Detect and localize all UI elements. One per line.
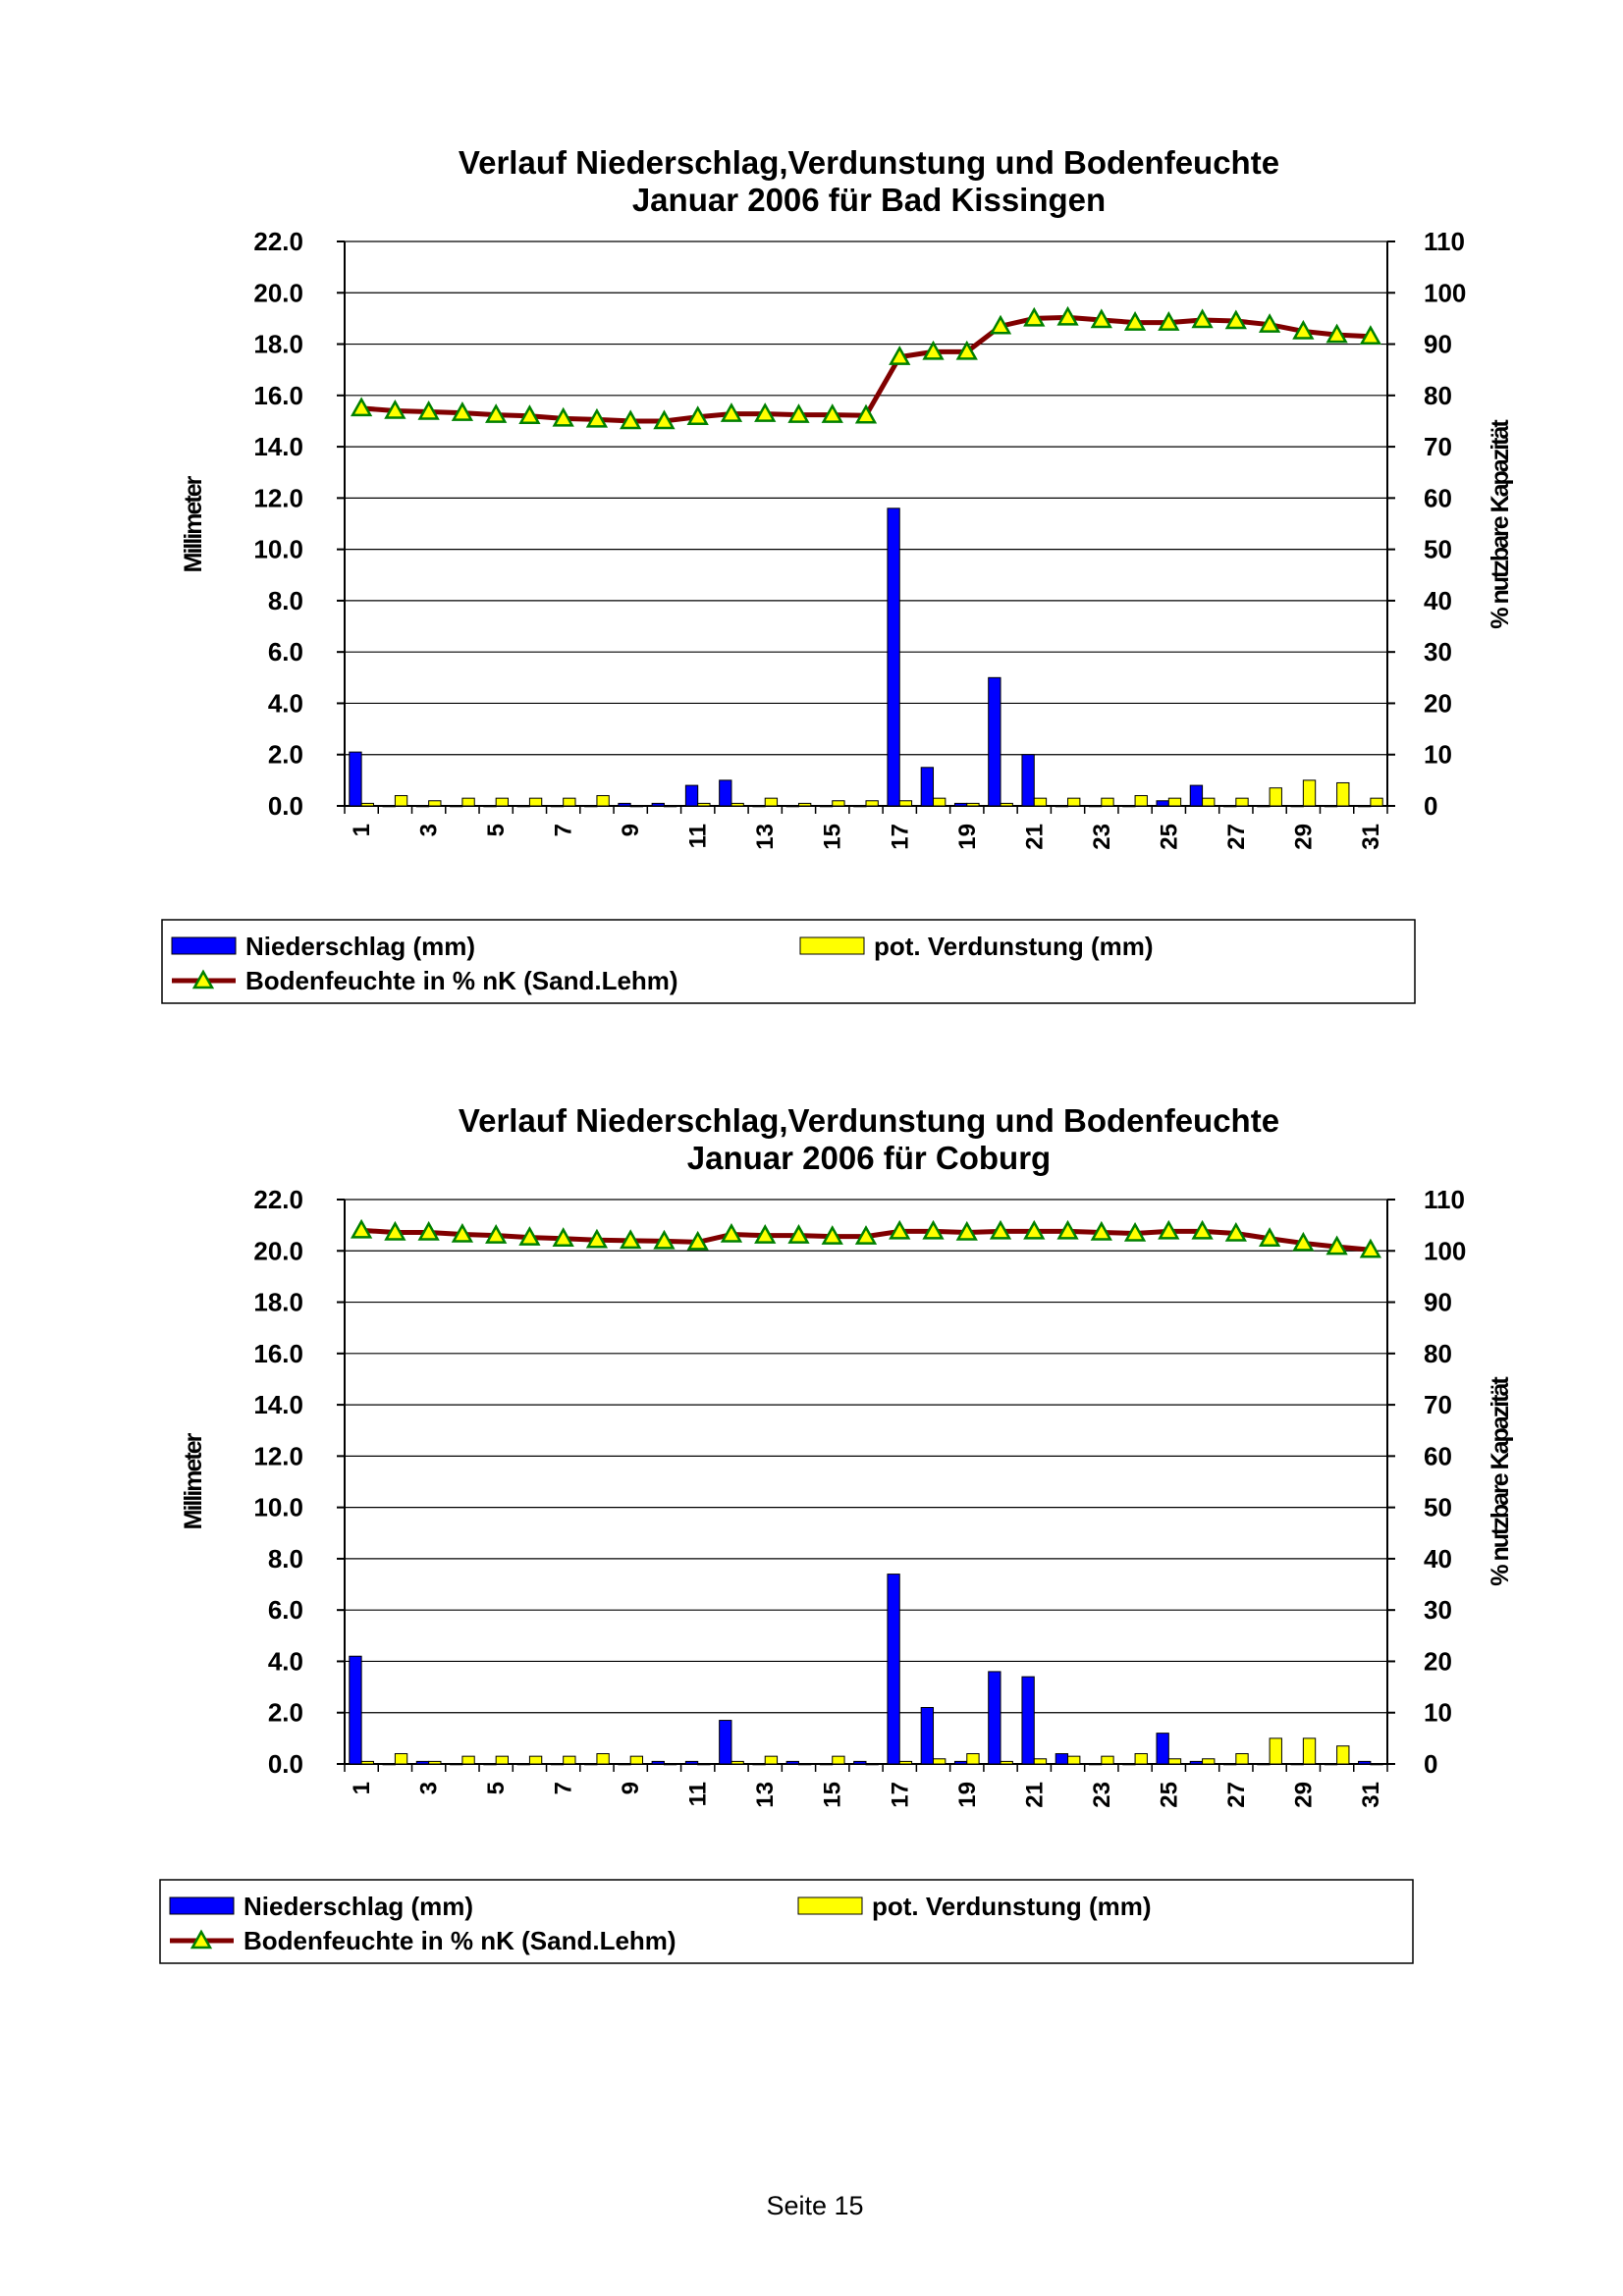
y2-tick-label: 50 (1424, 1492, 1452, 1522)
bar-verdunstung (462, 1756, 474, 1764)
bar-niederschlag (753, 806, 765, 807)
bar-verdunstung (899, 801, 911, 806)
x-tick-label: 31 (1357, 824, 1384, 850)
bar-verdunstung (798, 1764, 810, 1765)
bar-niederschlag (854, 806, 866, 807)
bar-verdunstung (1168, 798, 1180, 806)
bar-verdunstung (899, 1761, 911, 1764)
x-tick-label: 7 (550, 824, 577, 837)
x-tick-label: 11 (684, 1782, 712, 1807)
x-tick-label: 9 (618, 1782, 645, 1795)
y-tick-label: 22.0 (253, 1185, 303, 1214)
y-tick-label: 10.0 (253, 1492, 303, 1522)
x-tick-label: 19 (953, 824, 981, 850)
bar-verdunstung (1236, 1754, 1248, 1764)
x-tick-label: 1 (349, 1782, 376, 1795)
y-tick-label: 20.0 (253, 1236, 303, 1266)
y-tick-label: 12.0 (253, 1441, 303, 1471)
bar-niederschlag (517, 1764, 529, 1765)
bar-niederschlag (1359, 806, 1371, 807)
y2-tick-label: 10 (1424, 1697, 1452, 1728)
bar-niederschlag (1190, 785, 1202, 806)
bar-verdunstung (1068, 1756, 1080, 1764)
bar-verdunstung (664, 806, 676, 807)
bar-verdunstung (529, 798, 541, 806)
bar-niederschlag (517, 806, 529, 807)
bar-verdunstung (934, 1759, 946, 1764)
x-tick-label: 15 (819, 824, 846, 850)
y-tick-label: 2.0 (267, 1697, 303, 1728)
bar-verdunstung (1371, 1764, 1382, 1765)
bar-verdunstung (1303, 1738, 1315, 1764)
bar-niederschlag (1157, 801, 1168, 806)
y-axis-label: Millimeter (180, 1434, 207, 1530)
bar-niederschlag (1190, 1761, 1202, 1764)
legend-label-verdunstung: pot. Verdunstung (mm) (874, 932, 1154, 961)
bar-verdunstung (664, 1764, 676, 1765)
bar-verdunstung (1001, 1761, 1012, 1764)
bar-verdunstung (698, 803, 710, 806)
bar-verdunstung (731, 1761, 743, 1764)
bar-verdunstung (564, 1756, 575, 1764)
bar-niederschlag (1325, 1764, 1336, 1765)
bar-verdunstung (833, 801, 844, 806)
bar-verdunstung (395, 796, 406, 806)
x-tick-label: 23 (1088, 824, 1115, 850)
chart-title: Verlauf Niederschlag,Verdunstung und Bodenfeuchte (458, 144, 1280, 181)
bar-niederschlag (383, 1764, 395, 1765)
y2-tick-label: 100 (1424, 278, 1467, 308)
y-axis-label: Millimeter (180, 477, 207, 573)
y-tick-label: 22.0 (253, 227, 303, 256)
bar-niederschlag (954, 1761, 966, 1764)
chart-subtitle: Januar 2006 für Coburg (686, 1140, 1052, 1176)
bar-niederschlag (416, 806, 428, 807)
bar-niederschlag (888, 1575, 899, 1764)
bar-verdunstung (967, 803, 979, 806)
bar-niederschlag (1224, 806, 1236, 807)
bar-verdunstung (1102, 1756, 1113, 1764)
legend (160, 1880, 1413, 1963)
bar-niederschlag (820, 1764, 832, 1765)
bar-niederschlag (1123, 806, 1135, 807)
bar-niederschlag (652, 803, 664, 806)
bar-verdunstung (765, 798, 777, 806)
x-tick-label: 3 (415, 1782, 443, 1795)
bar-verdunstung (765, 1756, 777, 1764)
y-tick-label: 8.0 (267, 585, 303, 615)
y2-tick-label: 20 (1424, 1646, 1452, 1677)
chart-1 (162, 144, 1514, 1003)
bar-verdunstung (1303, 780, 1315, 806)
bar-niederschlag (1157, 1734, 1168, 1764)
x-tick-label: 9 (618, 824, 645, 837)
bar-verdunstung (429, 1761, 441, 1764)
y2-tick-label: 70 (1424, 432, 1452, 462)
bar-niederschlag (1022, 755, 1034, 806)
y-tick-label: 16.0 (253, 380, 303, 410)
bar-niederschlag (989, 677, 1001, 806)
legend-swatch-niederschlag (170, 1897, 234, 1914)
bar-verdunstung (1337, 1746, 1349, 1764)
bar-niederschlag (585, 1764, 597, 1765)
x-tick-label: 29 (1290, 1782, 1318, 1808)
bar-niederschlag (1359, 1761, 1371, 1764)
bar-niederschlag (854, 1761, 866, 1764)
bar-niederschlag (1089, 806, 1101, 807)
y2-tick-label: 10 (1424, 739, 1452, 770)
bar-niederschlag (720, 1721, 731, 1764)
bar-niederschlag (416, 1761, 428, 1764)
bar-niederschlag (921, 1708, 933, 1765)
bar-verdunstung (1102, 798, 1113, 806)
bar-niederschlag (1055, 1754, 1067, 1764)
legend-label-bodenfeuchte: Bodenfeuchte in % nK (Sand.Lehm) (245, 966, 678, 995)
x-tick-label: 7 (550, 1782, 577, 1795)
bar-niederschlag (1224, 1764, 1236, 1765)
y2-tick-label: 110 (1424, 1185, 1465, 1214)
bar-niederschlag (1325, 806, 1336, 807)
y-tick-label: 14.0 (253, 432, 303, 462)
bar-niederschlag (685, 785, 697, 806)
bar-verdunstung (833, 1756, 844, 1764)
bar-niederschlag (954, 803, 966, 806)
x-tick-label: 27 (1222, 824, 1250, 850)
bar-niederschlag (350, 1656, 361, 1764)
bar-niederschlag (551, 1764, 563, 1765)
page-footer: Seite 15 (766, 2191, 864, 2220)
y-tick-label: 2.0 (267, 739, 303, 770)
bar-verdunstung (496, 1756, 508, 1764)
x-tick-label: 23 (1088, 1782, 1115, 1808)
bar-niederschlag (619, 803, 630, 806)
bar-niederschlag (921, 768, 933, 806)
bar-verdunstung (496, 798, 508, 806)
x-tick-label: 13 (752, 1782, 780, 1808)
y-tick-label: 10.0 (253, 534, 303, 564)
x-tick-label: 19 (953, 1782, 981, 1808)
y2-axis-label: % nutzbare Kapazität (1487, 421, 1514, 629)
bar-verdunstung (529, 1756, 541, 1764)
bar-verdunstung (1001, 803, 1012, 806)
y2-tick-label: 60 (1424, 483, 1452, 513)
y2-tick-label: 0 (1424, 1749, 1438, 1779)
bar-verdunstung (698, 1764, 710, 1765)
bar-niederschlag (484, 806, 496, 807)
bar-verdunstung (967, 1754, 979, 1764)
bar-verdunstung (934, 798, 946, 806)
chart-subtitle: Januar 2006 für Bad Kissingen (631, 182, 1107, 218)
y2-tick-label: 30 (1424, 1595, 1452, 1626)
x-tick-label: 11 (684, 824, 712, 849)
bar-verdunstung (866, 1764, 878, 1765)
bar-niederschlag (786, 1761, 798, 1764)
bar-niederschlag (820, 806, 832, 807)
y-tick-label: 8.0 (267, 1543, 303, 1574)
bar-verdunstung (630, 806, 642, 807)
chart-2 (160, 1102, 1514, 1963)
bar-verdunstung (429, 801, 441, 806)
y-tick-label: 12.0 (253, 483, 303, 513)
y2-tick-label: 60 (1424, 1441, 1452, 1471)
bar-niederschlag (989, 1672, 1001, 1764)
gridlines (337, 1200, 1395, 1764)
x-tick-label: 5 (483, 824, 511, 837)
bar-verdunstung (1203, 1759, 1215, 1764)
bar-niederschlag (383, 806, 395, 807)
bar-niederschlag (619, 1764, 630, 1765)
chart-title: Verlauf Niederschlag,Verdunstung und Bodenfeuchte (458, 1102, 1280, 1139)
bar-niederschlag (484, 1764, 496, 1765)
x-tick-label: 27 (1222, 1782, 1250, 1808)
y2-tick-label: 80 (1424, 1338, 1452, 1368)
bar-verdunstung (361, 1761, 373, 1764)
legend-label-niederschlag: Niederschlag (mm) (245, 932, 476, 961)
y2-tick-label: 110 (1424, 227, 1465, 256)
x-tick-label: 21 (1021, 824, 1049, 850)
legend-swatch-verdunstung (800, 937, 864, 954)
bar-niederschlag (451, 1764, 462, 1765)
y-tick-label: 4.0 (267, 688, 303, 719)
x-tick-label: 25 (1156, 824, 1183, 850)
bar-verdunstung (1203, 798, 1215, 806)
y2-tick-label: 40 (1424, 585, 1452, 615)
legend-label-bodenfeuchte: Bodenfeuchte in % nK (Sand.Lehm) (243, 1926, 676, 1955)
bar-verdunstung (597, 796, 609, 806)
bar-verdunstung (1236, 798, 1248, 806)
bar-niederschlag (1089, 1764, 1101, 1765)
y2-tick-label: 40 (1424, 1543, 1452, 1574)
x-tick-label: 1 (349, 824, 376, 837)
legend-label-verdunstung: pot. Verdunstung (mm) (872, 1892, 1152, 1921)
y-tick-label: 0.0 (267, 1749, 303, 1779)
bar-niederschlag (1258, 1764, 1270, 1765)
y2-tick-label: 20 (1424, 688, 1452, 719)
y-tick-label: 18.0 (253, 1287, 303, 1317)
bar-niederschlag (786, 806, 798, 807)
legend-label-niederschlag: Niederschlag (mm) (243, 1892, 474, 1921)
bar-niederschlag (551, 806, 563, 807)
x-tick-label: 15 (819, 1782, 846, 1808)
y-tick-label: 20.0 (253, 278, 303, 308)
x-tick-label: 25 (1156, 1782, 1183, 1808)
bar-verdunstung (1135, 796, 1147, 806)
bar-verdunstung (564, 798, 575, 806)
bar-verdunstung (1270, 788, 1281, 806)
legend-swatch-niederschlag (172, 937, 236, 954)
y2-axis-label: % nutzbare Kapazität (1487, 1378, 1514, 1586)
markers (352, 308, 1380, 428)
bar-verdunstung (798, 803, 810, 806)
bar-niederschlag (652, 1761, 664, 1764)
bar-verdunstung (395, 1754, 406, 1764)
legend-swatch-verdunstung (798, 1897, 862, 1914)
bar-niederschlag (1291, 806, 1303, 807)
bar-verdunstung (866, 801, 878, 806)
y2-tick-label: 80 (1424, 380, 1452, 410)
bar-verdunstung (1068, 798, 1080, 806)
bar-verdunstung (1034, 798, 1046, 806)
bar-verdunstung (630, 1756, 642, 1764)
bars (350, 1575, 1382, 1765)
bar-niederschlag (350, 752, 361, 806)
y-tick-label: 6.0 (267, 637, 303, 667)
y-tick-label: 6.0 (267, 1595, 303, 1626)
bar-verdunstung (1168, 1759, 1180, 1764)
bar-niederschlag (1258, 806, 1270, 807)
y-tick-label: 4.0 (267, 1646, 303, 1677)
bar-niederschlag (720, 780, 731, 806)
bar-verdunstung (1034, 1759, 1046, 1764)
y2-tick-label: 100 (1424, 1236, 1467, 1266)
bar-verdunstung (1337, 782, 1349, 806)
x-tick-label: 21 (1021, 1782, 1049, 1808)
bar-niederschlag (685, 1761, 697, 1764)
bar-verdunstung (597, 1754, 609, 1764)
y2-tick-label: 70 (1424, 1390, 1452, 1420)
bar-verdunstung (1270, 1738, 1281, 1764)
bar-niederschlag (753, 1764, 765, 1765)
bar-niederschlag (1022, 1677, 1034, 1764)
bar-niederschlag (1123, 1764, 1135, 1765)
y2-tick-label: 30 (1424, 637, 1452, 667)
y-tick-label: 0.0 (267, 791, 303, 821)
y2-tick-label: 50 (1424, 534, 1452, 564)
bar-niederschlag (888, 508, 899, 806)
y2-tick-label: 90 (1424, 329, 1452, 359)
bar-verdunstung (1135, 1754, 1147, 1764)
bar-verdunstung (731, 803, 743, 806)
bar-niederschlag (1055, 806, 1067, 807)
bar-verdunstung (1371, 798, 1382, 806)
bar-verdunstung (462, 798, 474, 806)
y-tick-label: 18.0 (253, 329, 303, 359)
legend (162, 920, 1415, 1003)
x-tick-label: 17 (887, 1782, 914, 1808)
x-tick-label: 31 (1357, 1782, 1384, 1808)
bar-niederschlag (1291, 1764, 1303, 1765)
bars (350, 508, 1382, 807)
y-tick-label: 16.0 (253, 1338, 303, 1368)
y2-tick-label: 90 (1424, 1287, 1452, 1317)
y2-tick-label: 0 (1424, 791, 1438, 821)
y-tick-label: 14.0 (253, 1390, 303, 1420)
x-tick-label: 5 (483, 1782, 511, 1795)
x-tick-label: 29 (1290, 824, 1318, 850)
bar-niederschlag (585, 806, 597, 807)
x-tick-label: 3 (415, 824, 443, 837)
x-tick-label: 17 (887, 824, 914, 850)
bar-niederschlag (451, 806, 462, 807)
x-tick-label: 13 (752, 824, 780, 850)
bar-verdunstung (361, 803, 373, 806)
